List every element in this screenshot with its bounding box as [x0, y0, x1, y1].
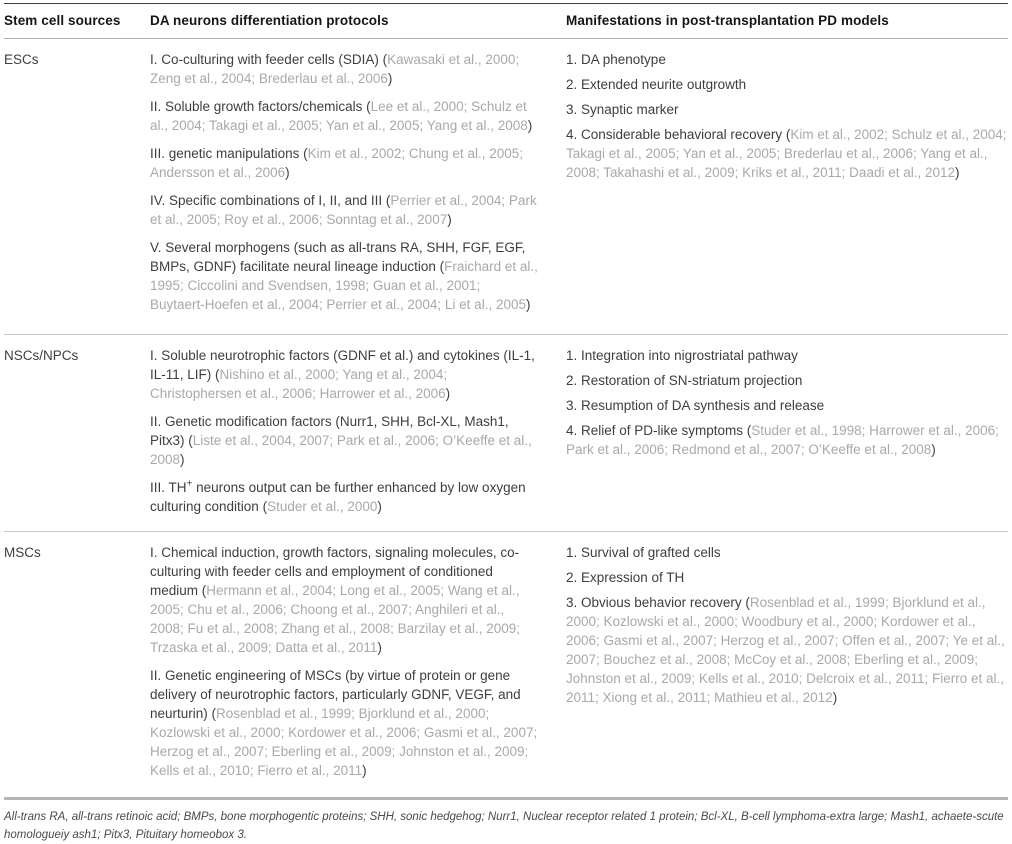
table-row — [4, 39, 1008, 334]
protocols-cell — [150, 50, 566, 328]
protocol-item — [150, 238, 538, 314]
citation: Hermann et al., 2004; Long et al., 2005; Wang et al., 2005; Chu et al., 2006; Choong et al., 2007; Anghileri et al., 2008; Fu et al., 2008; Zhang et al., 2008; Barzilay et al., 2009; Trzaska et al., 2009; Datta et al., 2011 — [150, 583, 520, 655]
manifestation-item — [566, 543, 1008, 562]
manifestation-item — [566, 75, 1008, 94]
header-stem-cell-sources: Stem cell sources — [4, 13, 121, 28]
body-text: II. Soluble growth factors/chemicals ( — [150, 99, 371, 114]
source-label: NSCs/NPCs — [4, 348, 79, 363]
citation: Studer et al., 1998; Harrower et al., 2006; Park et al., 2006; Redmond et al., 2007; O’Keeffe et al., 2008 — [566, 423, 999, 457]
citation: Nishino et al., 2000; Yang et al., 2004; Christophersen et al., 2006; Harrower et al., 2006 — [150, 367, 448, 401]
body-text: I. Co-culturing with feeder cells (SDIA) ( — [150, 52, 388, 67]
body-text: II. Genetic engineering of MSCs (by virtue of protein or gene delivery of neurotrophic factors, particularly GDNF, VEGF, and neurturin) ( — [150, 668, 521, 721]
body-text: I. Soluble neurotrophic factors (GDNF et al.) and cytokines (IL-1, IL-11, LIF) ( — [150, 348, 535, 382]
body-text: 1. Survival of grafted cells — [566, 545, 721, 560]
protocol-item — [150, 412, 538, 469]
body-text: ) — [955, 165, 960, 180]
body-text: IV. Specific combinations of I, II, and III ( — [150, 193, 391, 208]
body-text: I. Chemical induction, growth factors, signaling molecules, co-culturing with feeder cells and employment of conditioned medium ( — [150, 545, 520, 598]
body-text: ) — [931, 442, 936, 457]
protocol-item — [150, 346, 538, 403]
protocols-cell — [150, 543, 566, 789]
body-text: ) — [377, 640, 382, 655]
body-text: ) — [445, 386, 451, 401]
manifestation-item — [566, 371, 1008, 390]
body-text: ) — [362, 763, 367, 778]
manifestation-item — [566, 593, 1008, 707]
source-cell — [4, 543, 150, 789]
citation: Kawasaki et al., 2000; Zeng et al., 2004; Brederlau et al., 2006 — [150, 52, 520, 86]
manifestation-item — [566, 568, 1008, 587]
manifestation-item — [566, 421, 1008, 459]
body-text: 4. Relief of PD-like symptoms ( — [566, 423, 752, 438]
citation: Perrier et al., 2004; Park et al., 2005; Roy et al., 2006; Sonntag et al., 2007 — [150, 193, 537, 227]
body-text: II. Genetic modification factors (Nurr1, SHH, Bcl-XL, Mash1, Pitx3) ( — [150, 414, 509, 448]
citation: Lee et al., 2000; Schulz et al., 2004; Takagi et al., 2005; Yan et al., 2005; Yang et al., 2008 — [150, 99, 528, 133]
protocol-item — [150, 478, 538, 516]
body-text: 4. Considerable behavioral recovery ( — [566, 127, 791, 142]
citation: Rosenblad et al., 1999; Bjorklund et al., 2000; Kozlowski et al., 2000; Woodbury et al., 2000; Kordower et al., 2006; Gasmi et al., 2007; Herzog et al., 2007; Offen et al., 2007; Ye et al., 2007; Bouchez et al., 2008; McCoy et al., 2008; Eberling et al., 2009; Johnston et al., 2009; Kells et al., 2010; Delcroix et al., 2011; Fierro et al., 2011; Xiong et al., 2011; Mathieu et al., 2012 — [566, 595, 1005, 705]
citation: Liste et al., 2004, 2007; Park et al., 2006; O’Keeffe et al., 2008 — [150, 433, 532, 467]
body-text: ) — [527, 118, 533, 133]
body-text: III. TH — [150, 480, 187, 495]
body-text: 3. Resumption of DA synthesis and release — [566, 398, 825, 413]
body-text: ) — [285, 165, 290, 180]
body-text: 1. Integration into nigrostriatal pathway — [566, 348, 798, 363]
manifestation-item — [566, 346, 1008, 365]
manifestation-item — [566, 396, 1008, 415]
body-text: 2. Extended neurite outgrowth — [566, 77, 747, 92]
body-text: ) — [832, 690, 838, 705]
stem-cell-table — [4, 3, 1008, 795]
body-text: ) — [525, 297, 531, 312]
protocol-item — [150, 666, 538, 780]
bottom-rule — [4, 797, 1008, 800]
source-label: ESCs — [4, 52, 39, 67]
protocol-item — [150, 191, 538, 229]
manifestation-item — [566, 100, 1008, 119]
citation: Studer et al., 2000 — [267, 499, 378, 514]
body-text: 3. Obvious behavior recovery ( — [566, 595, 750, 610]
citation: Fraichard et al., 1995; Ciccolini and Svendsen, 1998; Guan et al., 2001; Buytaert-Hoefen et al., 2004; Perrier et al., 2004; Li et al., 2005 — [150, 259, 538, 312]
body-text: 1. DA phenotype — [566, 52, 666, 67]
body-text: ) — [180, 452, 185, 467]
header-differentiation-protocols: DA neurons differentiation protocols — [150, 13, 389, 28]
protocols-cell — [150, 346, 566, 525]
body-text: III. genetic manipulations ( — [150, 146, 308, 161]
superscript-text: + — [186, 478, 193, 490]
protocol-item — [150, 97, 538, 135]
table-footnote: All-trans RA, all-trans retinoic acid; BMPs, bone morphogentic proteins; SHH, sonic hedgehog; Nurr1, Nuclear receptor related 1 protein; Bcl-XL, B-cell lymphoma-extra large; Mash1, achaete-scute homologueiy ash1; Pitx3, Pituitary homeobox 3. — [4, 811, 1004, 841]
table-body — [4, 39, 1008, 795]
table-header-row — [4, 4, 1008, 39]
manifestation-item — [566, 50, 1008, 69]
body-text: 2. Restoration of SN-striatum projection — [566, 373, 803, 388]
table-row — [4, 334, 1008, 531]
body-text: ) — [447, 212, 452, 227]
citation: Rosenblad et al., 1999; Bjorklund et al., 2000; Kozlowski et al., 2000; Kordower et al., 2006; Gasmi et al., 2007; Herzog et al., 2007; Eberling et al., 2009; Johnston et al., 2009; Kells et al., 2010; Fierro et al., 2011 — [150, 706, 538, 778]
source-cell — [4, 50, 150, 328]
body-text: ) — [387, 71, 393, 86]
manifestation-item — [566, 125, 1008, 182]
body-text: ) — [377, 499, 382, 514]
source-label: MSCs — [4, 545, 41, 560]
manifestations-cell — [566, 346, 1008, 525]
protocol-item — [150, 144, 538, 182]
body-text: 2. Expression of TH — [566, 570, 685, 585]
protocol-item — [150, 543, 538, 657]
protocol-item — [150, 50, 538, 88]
body-text: V. Several morphogens (such as all-trans RA, SHH, FGF, EGF, BMPs, GDNF) facilitate neural lineage induction ( — [150, 240, 526, 274]
source-cell — [4, 346, 150, 525]
body-text: neurons output can be further enhanced by low oxygen culturing condition ( — [150, 480, 526, 514]
citation: Kim et al., 2002; Chung et al., 2005; Andersson et al., 2006 — [150, 146, 523, 180]
citation: Kim et al., 2002; Schulz et al., 2004; Takagi et al., 2005; Yan et al., 2005; Brederlau et al., 2006; Yang et al., 2008; Takahashi et al., 2009; Kriks et al., 2011; Daadi et al., 2012 — [566, 127, 1007, 180]
manifestations-cell — [566, 543, 1008, 789]
body-text: 3. Synaptic marker — [566, 102, 679, 117]
table-row — [4, 531, 1008, 795]
header-manifestations: Manifestations in post-transplantation PD models — [566, 13, 889, 28]
manifestations-cell — [566, 50, 1008, 328]
